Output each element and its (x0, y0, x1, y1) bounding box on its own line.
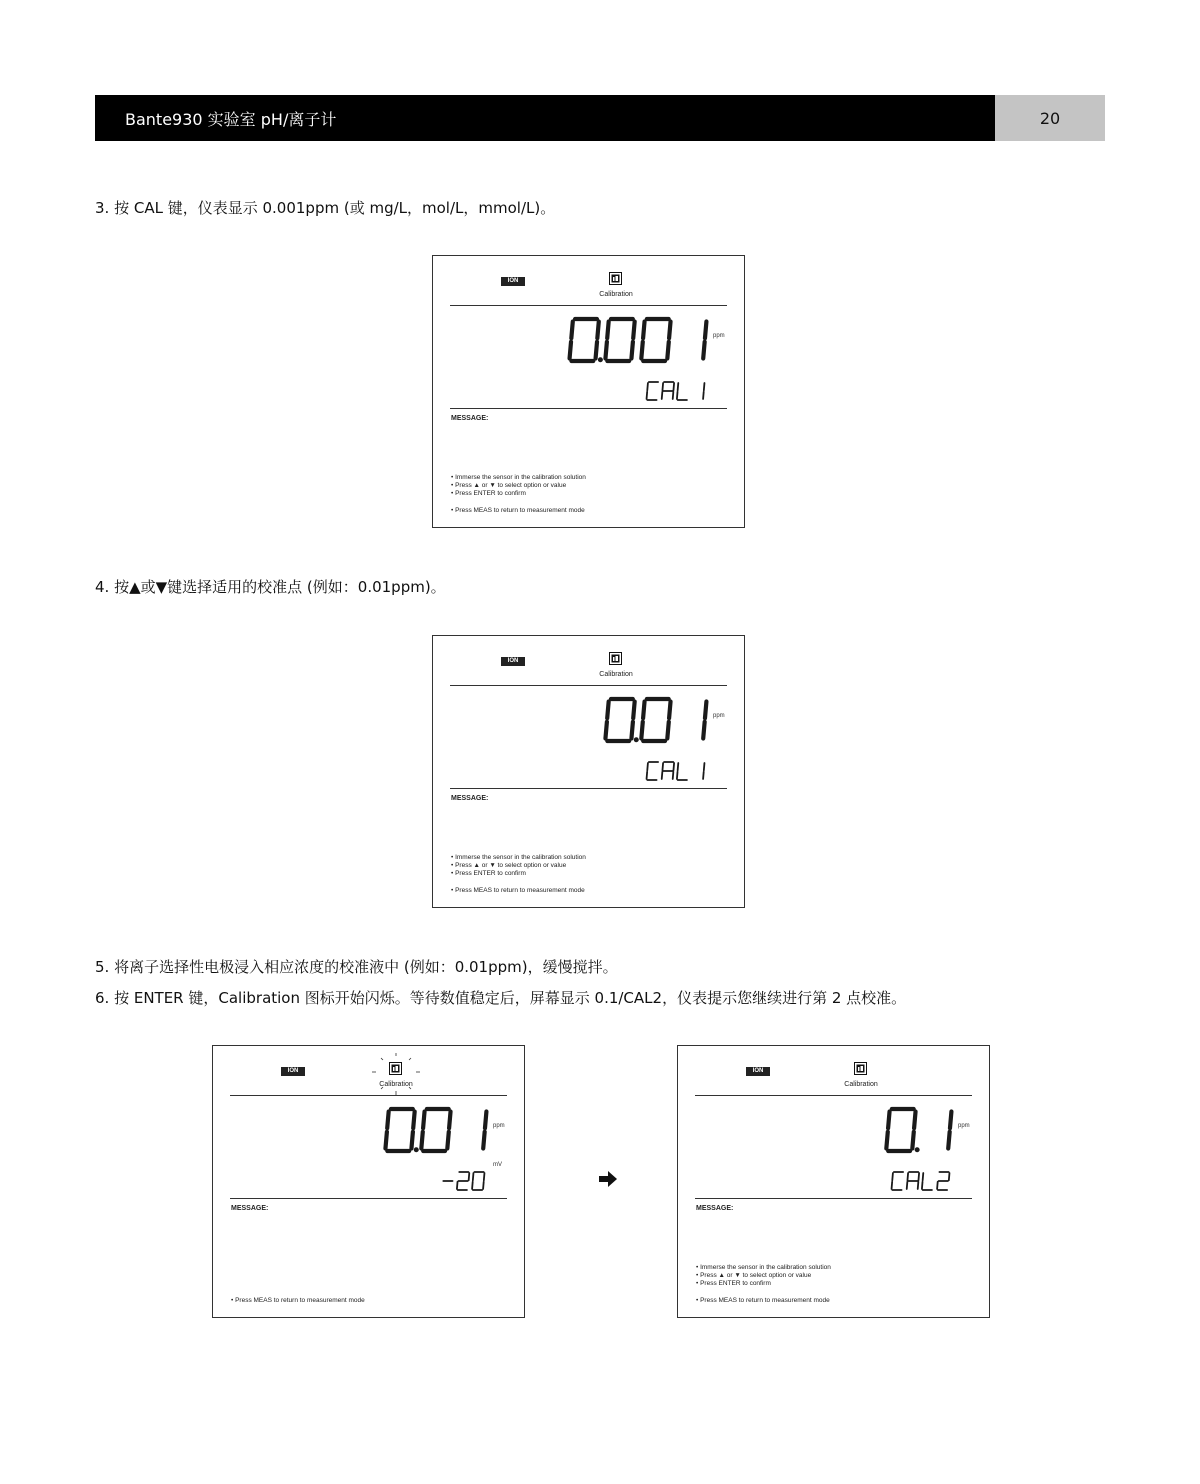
right-arrow-icon (597, 1169, 619, 1189)
lcd-decimal-point (915, 1147, 920, 1152)
message-label: MESSAGE: (231, 1205, 269, 1212)
lcd-decimal-point (634, 737, 639, 742)
document-title: Bante930 实验室 pH/离子计 (125, 109, 337, 129)
message-select: • Press ▲ or ▼ to select option or value (696, 1272, 812, 1279)
divider (450, 305, 727, 306)
divider (450, 408, 727, 409)
message-label: MESSAGE: (451, 795, 489, 802)
lcd-screen-3 (212, 1045, 525, 1318)
lcd-screen-2 (432, 635, 745, 908)
lcd-digit (703, 763, 704, 779)
lcd-digit (647, 762, 659, 780)
message-meas: • Press MEAS to return to measurement mode (231, 1297, 365, 1304)
lcd-digit (937, 1172, 949, 1190)
secondary-reading (678, 1164, 991, 1198)
lcd-digit (457, 1172, 469, 1190)
message-enter: • Press ENTER to confirm (696, 1280, 771, 1287)
primary-unit: ppm (713, 713, 725, 719)
lcd-digit (385, 1109, 418, 1152)
lcd-decimal-point (414, 1147, 419, 1152)
message-select: • Press ▲ or ▼ to select option or value (451, 862, 567, 869)
lcd-digit (483, 1112, 486, 1149)
primary-reading (678, 1100, 991, 1160)
primary-unit: ppm (493, 1123, 505, 1129)
lcd-digit (605, 699, 638, 742)
step-6-text: 6. 按 ENTER 键，Calibration 图标开始闪烁。等待数值稳定后，屏幕显示 0.1/CAL2，仪表提示您继续进行第 2 点校准。 (95, 989, 907, 1007)
secondary-unit: mV (493, 1162, 502, 1168)
ion-badge: ION (746, 1067, 770, 1076)
secondary-reading (433, 374, 746, 408)
primary-reading (213, 1100, 526, 1160)
message-select: • Press ▲ or ▼ to select option or value (451, 482, 567, 489)
calibration-icon (609, 272, 622, 285)
lcd-digit (677, 383, 687, 400)
calibration-icon (854, 1062, 867, 1075)
lcd-digit (703, 383, 704, 399)
lcd-digit (703, 322, 706, 359)
lcd-digit (662, 762, 674, 779)
message-immerse: • Immerse the sensor in the calibration solution (696, 1264, 831, 1271)
lcd-digit (948, 1112, 951, 1149)
lcd-digit (641, 699, 670, 741)
divider (230, 1095, 507, 1096)
message-meas: • Press MEAS to return to measurement mode (451, 507, 585, 514)
message-label: MESSAGE: (451, 415, 489, 422)
message-immerse: • Immerse the sensor in the calibration solution (451, 474, 586, 481)
lcd-digit (641, 319, 670, 361)
lcd-screen-4 (677, 1045, 990, 1318)
step-3-text: 3. 按 CAL 键，仪表显示 0.001ppm (或 mg/L，mol/L，mmol/L)。 (95, 199, 556, 217)
divider (695, 1095, 972, 1096)
message-meas: • Press MEAS to return to measurement mode (696, 1297, 830, 1304)
lcd-digit (605, 319, 634, 361)
lcd-digit (472, 1172, 484, 1190)
calibration-label: Calibration (844, 1081, 878, 1088)
primary-reading (433, 690, 746, 750)
message-meas: • Press MEAS to return to measurement mode (451, 887, 585, 894)
page-number-box (995, 95, 1105, 141)
step-4-text: 4. 按▲或▼键选择适用的校准点 (例如：0.01ppm)。 (95, 578, 446, 596)
lcd-digit (922, 1173, 932, 1190)
calibration-icon (609, 652, 622, 665)
calibration-label: Calibration (599, 291, 633, 298)
lcd-decimal-point (598, 357, 603, 362)
calibration-icon (389, 1062, 402, 1075)
divider (695, 1198, 972, 1199)
message-enter: • Press ENTER to confirm (451, 870, 526, 877)
primary-unit: ppm (713, 333, 725, 339)
ion-badge: ION (501, 277, 525, 286)
lcd-digit (662, 382, 674, 399)
secondary-reading (433, 754, 746, 788)
lcd-digit (907, 1172, 919, 1189)
message-label: MESSAGE: (696, 1205, 734, 1212)
message-enter: • Press ENTER to confirm (451, 490, 526, 497)
divider (450, 685, 727, 686)
primary-reading (433, 310, 746, 370)
page-number: 20 (1039, 108, 1061, 128)
divider (450, 788, 727, 789)
lcd-digit (886, 1109, 919, 1152)
lcd-digit (421, 1109, 450, 1151)
lcd-digit (570, 319, 603, 362)
step-5-text: 5. 将离子选择性电极浸入相应浓度的校准液中 (例如：0.01ppm)，缓慢搅拌。 (95, 958, 618, 976)
secondary-reading (213, 1164, 526, 1198)
calibration-label: Calibration (379, 1081, 413, 1088)
lcd-screen-1 (432, 255, 745, 528)
message-immerse: • Immerse the sensor in the calibration solution (451, 854, 586, 861)
ion-badge: ION (281, 1067, 305, 1076)
lcd-digit (892, 1172, 904, 1190)
ion-badge: ION (501, 657, 525, 666)
divider (230, 1198, 507, 1199)
lcd-digit (677, 763, 687, 780)
header-bar (95, 95, 995, 141)
lcd-digit (703, 702, 706, 739)
lcd-digit (647, 382, 659, 400)
calibration-label: Calibration (599, 671, 633, 678)
primary-unit: ppm (958, 1123, 970, 1129)
